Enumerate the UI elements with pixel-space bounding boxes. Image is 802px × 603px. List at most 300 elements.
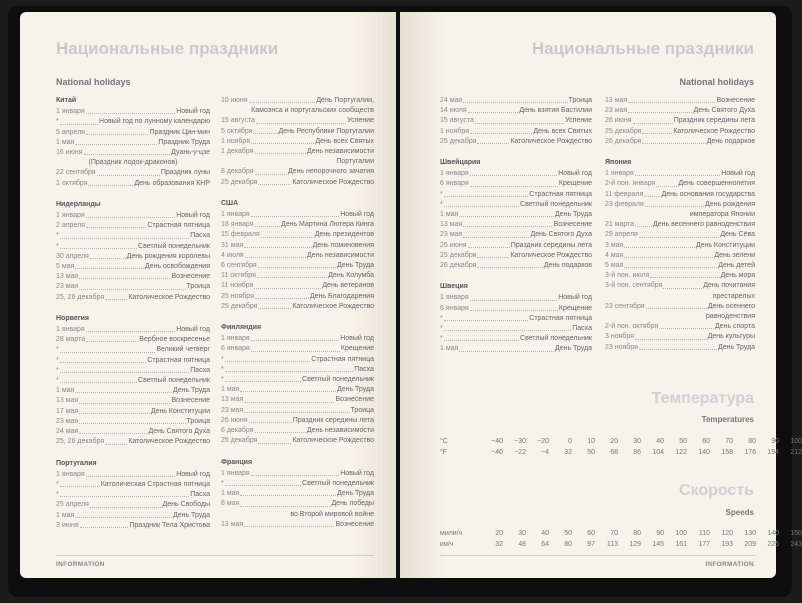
dot-leader bbox=[261, 230, 314, 237]
holiday-name-continued: императора Японии bbox=[689, 211, 755, 219]
holiday-date: * bbox=[56, 356, 59, 364]
holiday-name: Вербное воскресенье bbox=[139, 336, 210, 344]
holiday-date: 1 мая bbox=[221, 386, 240, 394]
holiday-row bbox=[605, 127, 755, 137]
holiday-row bbox=[440, 137, 592, 147]
dot-leader bbox=[86, 128, 149, 135]
holiday-date: 31 мая bbox=[221, 241, 244, 249]
holiday-name: День совершеннолетия bbox=[678, 180, 755, 188]
dot-leader bbox=[255, 167, 287, 174]
holiday-date: 3 ноября bbox=[605, 333, 635, 341]
holiday-date: 5 октября bbox=[221, 127, 253, 135]
holiday-row bbox=[221, 499, 374, 509]
dot-leader bbox=[624, 251, 713, 258]
holiday-row bbox=[56, 168, 210, 178]
dot-leader bbox=[244, 406, 349, 413]
holiday-row bbox=[221, 406, 374, 416]
dot-leader bbox=[463, 230, 529, 237]
km-value: 64 bbox=[541, 541, 549, 548]
holiday-name: Крещение bbox=[558, 180, 592, 188]
holiday-date: 26 июня bbox=[605, 117, 632, 125]
country-group bbox=[56, 459, 210, 531]
holiday-date: 3 мая bbox=[605, 241, 624, 249]
fahrenheit-value: 68 bbox=[610, 449, 618, 456]
dot-leader bbox=[86, 335, 138, 342]
holiday-row bbox=[56, 325, 210, 335]
miles-value: 110 bbox=[698, 530, 710, 537]
speed-title: Скорость bbox=[678, 482, 754, 499]
holiday-name: День почитания bbox=[703, 282, 755, 290]
dot-leader bbox=[656, 179, 677, 186]
holiday-name: День Святого Духа bbox=[693, 107, 755, 115]
holiday-name: Праздник Тела Христова bbox=[129, 521, 210, 529]
fahrenheit-value: 194 bbox=[767, 449, 779, 456]
holiday-row bbox=[221, 510, 374, 520]
temperature-title: Температура bbox=[651, 390, 754, 407]
holiday-date: 25 декабря bbox=[221, 437, 258, 445]
dot-leader bbox=[624, 261, 717, 268]
fahrenheit-value: 86 bbox=[633, 449, 641, 456]
holiday-date: 21 марта bbox=[605, 221, 635, 229]
dot-leader bbox=[80, 521, 129, 528]
holiday-row bbox=[605, 137, 755, 147]
dot-leader bbox=[90, 252, 126, 259]
country-group bbox=[440, 96, 592, 147]
holiday-date: 25 декабря bbox=[440, 137, 477, 145]
holiday-row bbox=[56, 128, 210, 138]
holiday-name: Светлый понедельник bbox=[302, 376, 374, 384]
dot-leader bbox=[90, 500, 162, 507]
holiday-row bbox=[605, 190, 755, 200]
holiday-row bbox=[605, 106, 755, 116]
km-value: 241 bbox=[790, 541, 802, 548]
holiday-date: 11 октября bbox=[221, 272, 256, 280]
holiday-date: 24 мая bbox=[440, 97, 463, 104]
country-name: Норвегия bbox=[56, 314, 90, 322]
holiday-row bbox=[440, 106, 592, 116]
dot-leader bbox=[79, 407, 150, 414]
dot-leader bbox=[244, 395, 334, 402]
dot-leader bbox=[468, 106, 519, 113]
holiday-name: День Труда bbox=[717, 343, 755, 351]
holiday-name: Вознесение bbox=[716, 97, 755, 104]
holiday-date: 17 мая bbox=[56, 407, 79, 415]
holiday-row bbox=[221, 416, 374, 426]
footer-line bbox=[440, 555, 756, 556]
holiday-name: День Португалии, bbox=[316, 97, 374, 104]
country-group bbox=[221, 199, 374, 312]
dot-leader bbox=[240, 385, 336, 392]
holiday-date: 26 декабря bbox=[605, 137, 642, 145]
holiday-date: 1 января bbox=[221, 335, 250, 343]
holiday-name: Новый год bbox=[340, 469, 374, 477]
dot-leader bbox=[75, 262, 144, 269]
holiday-row bbox=[221, 271, 374, 281]
page-subtitle: National holidays bbox=[56, 77, 131, 87]
holiday-date: 28 марта bbox=[56, 336, 86, 344]
miles-value: 80 bbox=[633, 530, 641, 537]
holiday-date: 23 мая bbox=[56, 283, 79, 291]
dot-leader bbox=[60, 480, 100, 487]
holiday-date: 15 августа bbox=[221, 117, 255, 125]
dot-leader bbox=[60, 242, 137, 249]
holiday-row bbox=[605, 210, 755, 220]
holiday-row bbox=[56, 242, 210, 252]
holiday-row bbox=[221, 355, 374, 365]
country-name: Швейцария bbox=[440, 159, 481, 167]
holiday-name: Новый год bbox=[558, 170, 592, 178]
miles-row bbox=[440, 530, 802, 537]
holiday-date: 25 апреля bbox=[56, 501, 89, 509]
holiday-name: Католическое Рождество bbox=[292, 178, 374, 186]
holiday-name: День Труда bbox=[336, 490, 374, 498]
holiday-date: 22 сентября bbox=[56, 169, 96, 177]
holiday-name: Троица bbox=[186, 417, 210, 425]
holiday-row bbox=[221, 489, 374, 499]
holiday-row bbox=[605, 271, 755, 281]
celsius-value: 70 bbox=[725, 438, 733, 445]
fahrenheit-value: −22 bbox=[514, 449, 526, 456]
holiday-row bbox=[221, 479, 374, 489]
holiday-date: 29 апреля bbox=[605, 231, 638, 239]
dot-leader bbox=[75, 511, 172, 518]
dot-leader bbox=[470, 293, 558, 300]
holiday-row bbox=[605, 332, 755, 342]
dot-leader bbox=[444, 314, 529, 321]
holiday-date: 15 февраля bbox=[221, 231, 260, 239]
dot-leader bbox=[253, 127, 277, 134]
holiday-date: 25 декабря bbox=[221, 302, 258, 310]
country-group bbox=[221, 96, 374, 188]
holiday-name: День осеннего bbox=[707, 302, 755, 310]
dot-leader bbox=[644, 190, 660, 197]
miles-value: 60 bbox=[587, 530, 595, 537]
holiday-row bbox=[440, 210, 592, 220]
dot-leader bbox=[470, 179, 558, 186]
dot-leader bbox=[477, 251, 509, 258]
dot-leader bbox=[255, 220, 280, 227]
holiday-name: День рождения королевы bbox=[126, 252, 210, 260]
dot-leader bbox=[88, 179, 133, 186]
dot-leader bbox=[475, 116, 564, 123]
holiday-row bbox=[605, 179, 755, 189]
dot-leader bbox=[251, 344, 340, 351]
celsius-value: 20 bbox=[610, 438, 618, 445]
holiday-date: * bbox=[440, 325, 443, 333]
dot-leader bbox=[635, 169, 721, 176]
holiday-name: День зелени bbox=[714, 251, 755, 259]
km-value: 209 bbox=[744, 541, 756, 548]
dot-leader bbox=[225, 479, 301, 486]
holiday-name: Пасха bbox=[190, 366, 210, 374]
holiday-name: День весеннего равноденствия bbox=[653, 221, 755, 229]
holiday-name: День поминовения bbox=[312, 241, 374, 249]
dot-leader bbox=[249, 416, 292, 423]
holiday-row bbox=[56, 407, 210, 417]
miles-value: 30 bbox=[518, 530, 526, 537]
holiday-date: 3-й пон. сентября bbox=[605, 282, 663, 290]
holiday-row bbox=[56, 211, 210, 221]
country-group bbox=[440, 282, 592, 354]
holiday-date: 23 февраля bbox=[605, 200, 644, 208]
holiday-date: 25, 26 декабря bbox=[56, 438, 105, 446]
holiday-date: 1 января bbox=[605, 170, 634, 178]
holiday-name: Католическое Рождество bbox=[292, 437, 374, 445]
holiday-name: День Колумба bbox=[328, 272, 374, 280]
holiday-row bbox=[56, 221, 210, 231]
fahrenheit-value: 158 bbox=[721, 449, 733, 456]
miles-value: 90 bbox=[656, 530, 664, 537]
dot-leader bbox=[251, 210, 340, 217]
dot-leader bbox=[245, 251, 306, 258]
holiday-date: 15 августа bbox=[440, 117, 474, 125]
holiday-date: 13 мая bbox=[605, 97, 628, 104]
holiday-name: День победы bbox=[331, 500, 374, 508]
dot-leader bbox=[225, 355, 311, 362]
holiday-date: * bbox=[440, 314, 443, 322]
holiday-date: 8 декабря bbox=[221, 168, 254, 176]
holiday-row bbox=[221, 520, 374, 530]
km-value: 193 bbox=[721, 541, 733, 548]
holiday-name: Католическое Рождество bbox=[128, 293, 210, 301]
dot-leader bbox=[258, 302, 291, 309]
km-value: 80 bbox=[564, 541, 572, 548]
holiday-name: Вознесение bbox=[335, 520, 374, 528]
holiday-date: 23 мая bbox=[221, 406, 244, 414]
holiday-row bbox=[56, 252, 210, 262]
holiday-row bbox=[605, 200, 755, 210]
dot-leader bbox=[477, 261, 542, 268]
dot-leader bbox=[225, 365, 354, 372]
holiday-date: 5 мая bbox=[56, 263, 75, 271]
holiday-row bbox=[221, 344, 374, 354]
holiday-date: 1 мая bbox=[56, 387, 75, 395]
holiday-row bbox=[56, 480, 210, 490]
holiday-name: Новый год bbox=[721, 170, 755, 178]
holiday-date: 1 ноября bbox=[440, 127, 470, 135]
holiday-row bbox=[605, 251, 755, 261]
holiday-row bbox=[605, 312, 755, 322]
footer-label: INFORMATION bbox=[56, 561, 105, 568]
holiday-date: 25 ноября bbox=[221, 292, 254, 300]
holiday-row bbox=[56, 511, 210, 521]
holiday-date: 6 января bbox=[440, 304, 469, 312]
holiday-name: День независимости bbox=[306, 148, 374, 156]
dot-leader bbox=[459, 344, 554, 351]
holiday-date: 25 декабря bbox=[605, 127, 642, 135]
holiday-name: Новый год bbox=[340, 335, 374, 343]
country-name: Япония bbox=[605, 159, 632, 167]
holiday-date: 8 мая bbox=[221, 500, 240, 508]
holiday-row bbox=[221, 436, 374, 446]
country-name: Португалия bbox=[56, 459, 97, 467]
holiday-date: 1 января bbox=[221, 211, 250, 219]
dot-leader bbox=[75, 386, 172, 393]
holiday-row bbox=[440, 179, 592, 189]
holiday-row bbox=[440, 324, 592, 334]
celsius-value: 50 bbox=[679, 438, 687, 445]
dot-leader bbox=[633, 116, 673, 123]
holiday-date: 23 мая bbox=[440, 231, 463, 239]
holiday-date: 6 января bbox=[221, 345, 250, 353]
dot-leader bbox=[470, 169, 558, 176]
dot-leader bbox=[97, 168, 160, 175]
holiday-row bbox=[440, 241, 592, 251]
holiday-name: Католическое Рождество bbox=[128, 438, 210, 446]
dot-leader bbox=[255, 292, 309, 299]
dot-leader bbox=[650, 271, 719, 278]
holiday-row bbox=[440, 96, 592, 106]
holiday-row bbox=[56, 345, 210, 355]
holiday-row bbox=[605, 322, 755, 332]
holiday-name-continued: во Второй мировой войне bbox=[290, 510, 374, 518]
holiday-row bbox=[56, 396, 210, 406]
holiday-date: 6 сентября bbox=[221, 262, 257, 270]
holiday-name: Праздник середины лета bbox=[510, 241, 592, 249]
holiday-row bbox=[440, 116, 592, 126]
holiday-name: Вознесение bbox=[335, 396, 374, 404]
holiday-row bbox=[440, 251, 592, 261]
dot-leader bbox=[79, 417, 185, 424]
holiday-name: День спорта bbox=[714, 323, 755, 331]
miles-value: 50 bbox=[564, 530, 572, 537]
country-group bbox=[605, 96, 755, 147]
celsius-value: 60 bbox=[702, 438, 710, 445]
holiday-name: День Труда bbox=[336, 386, 374, 394]
dot-leader bbox=[444, 200, 519, 207]
km-value: 113 bbox=[606, 541, 618, 548]
holiday-name: Троица bbox=[568, 97, 592, 104]
dot-leader bbox=[244, 520, 334, 527]
dot-leader bbox=[84, 148, 171, 155]
dot-leader bbox=[463, 220, 552, 227]
holiday-row bbox=[56, 437, 210, 447]
dot-leader bbox=[251, 334, 340, 341]
holiday-row bbox=[440, 261, 592, 271]
dot-leader bbox=[79, 427, 147, 434]
holiday-date: 1 января bbox=[56, 470, 85, 478]
holiday-name: Великий четверг bbox=[156, 346, 210, 354]
dot-leader bbox=[642, 127, 672, 134]
dot-leader bbox=[468, 241, 510, 248]
holiday-date: * bbox=[56, 118, 59, 126]
holiday-date: 13 мая bbox=[221, 520, 244, 528]
holiday-date: 23 мая bbox=[56, 417, 79, 425]
dot-leader bbox=[60, 231, 190, 238]
holiday-row bbox=[440, 304, 592, 314]
holiday-date: 3-й пон. июля bbox=[605, 272, 650, 280]
celsius-value: −40 bbox=[491, 438, 503, 445]
holiday-row bbox=[605, 116, 755, 126]
miles-value: 150 bbox=[790, 530, 802, 537]
dot-leader bbox=[258, 178, 291, 185]
holiday-date: * bbox=[56, 491, 59, 499]
holiday-row bbox=[440, 334, 592, 344]
holiday-name: Праздник Труда bbox=[158, 138, 210, 146]
holiday-name: День Труда bbox=[554, 211, 592, 219]
holiday-name: День непорочного зачатия bbox=[287, 168, 374, 176]
holiday-row bbox=[605, 230, 755, 240]
holiday-row bbox=[56, 293, 210, 303]
holiday-name: Праздник луны bbox=[160, 169, 210, 177]
holiday-row bbox=[440, 344, 592, 354]
holiday-row bbox=[56, 158, 210, 168]
holiday-name: Страстная пятница bbox=[529, 314, 592, 322]
dot-leader bbox=[60, 345, 156, 352]
fahrenheit-value: 176 bbox=[744, 449, 756, 456]
dot-leader bbox=[444, 190, 529, 197]
dot-leader bbox=[255, 426, 306, 433]
holiday-date: 1 октября bbox=[56, 179, 88, 187]
holiday-row bbox=[605, 302, 755, 312]
celsius-row bbox=[440, 438, 802, 445]
holiday-name: День Труда bbox=[172, 511, 210, 519]
dot-leader bbox=[459, 210, 554, 217]
holiday-row bbox=[440, 190, 592, 200]
holiday-name: Светлый понедельник bbox=[138, 242, 210, 250]
holiday-name: День основания государства bbox=[661, 190, 755, 198]
holiday-row bbox=[221, 147, 374, 157]
miles-value: 70 bbox=[610, 530, 618, 537]
holiday-date: * bbox=[56, 242, 59, 250]
dot-leader bbox=[470, 304, 558, 311]
miles-value: 140 bbox=[767, 530, 779, 537]
country-name: США bbox=[221, 199, 239, 207]
dot-leader bbox=[257, 271, 327, 278]
miles-label: мили/ч bbox=[440, 530, 463, 537]
country-name: Финляндия bbox=[221, 324, 262, 332]
holiday-date: 2-й пон. октября bbox=[605, 323, 659, 331]
dot-leader bbox=[635, 220, 652, 227]
holiday-date: * bbox=[221, 365, 224, 373]
holiday-name-continued: равноденствия bbox=[705, 313, 755, 321]
holiday-name: Страстная пятница bbox=[311, 355, 374, 363]
holiday-row bbox=[56, 117, 210, 127]
fahrenheit-value: 50 bbox=[587, 449, 595, 456]
holiday-column bbox=[440, 96, 592, 366]
dot-leader bbox=[86, 470, 176, 477]
holiday-name: День подарков bbox=[706, 137, 755, 145]
holiday-name: День освобождения bbox=[144, 263, 210, 271]
dot-leader bbox=[470, 127, 532, 134]
fahrenheit-value: 122 bbox=[675, 449, 687, 456]
holiday-date: 1 января bbox=[56, 108, 85, 116]
dot-leader bbox=[249, 96, 316, 103]
holiday-row bbox=[221, 334, 374, 344]
holiday-name: День подарков bbox=[543, 262, 592, 270]
holiday-name: День Сёва bbox=[720, 231, 755, 239]
holiday-row bbox=[605, 261, 755, 271]
holiday-date: 14 июля bbox=[440, 107, 467, 115]
holiday-date: 6 декабря bbox=[221, 427, 254, 435]
holiday-name: Светлый понедельник bbox=[520, 335, 592, 343]
holiday-row bbox=[605, 96, 755, 106]
holiday-date: 26 июня bbox=[440, 241, 467, 249]
country-name: Китай bbox=[56, 97, 77, 104]
holiday-name: Троица bbox=[350, 406, 374, 414]
holiday-date: 25 декабря bbox=[221, 178, 258, 186]
holiday-date: 23 мая bbox=[605, 107, 628, 115]
holiday-column bbox=[221, 96, 374, 541]
holiday-column bbox=[56, 96, 210, 542]
holiday-name: День образования КНР bbox=[134, 179, 210, 187]
celsius-value: −30 bbox=[514, 438, 526, 445]
holiday-date: * bbox=[221, 355, 224, 363]
holiday-date: 11 ноября bbox=[221, 282, 254, 290]
km-row bbox=[440, 541, 802, 548]
holiday-row bbox=[221, 426, 374, 436]
dot-leader bbox=[624, 241, 694, 248]
